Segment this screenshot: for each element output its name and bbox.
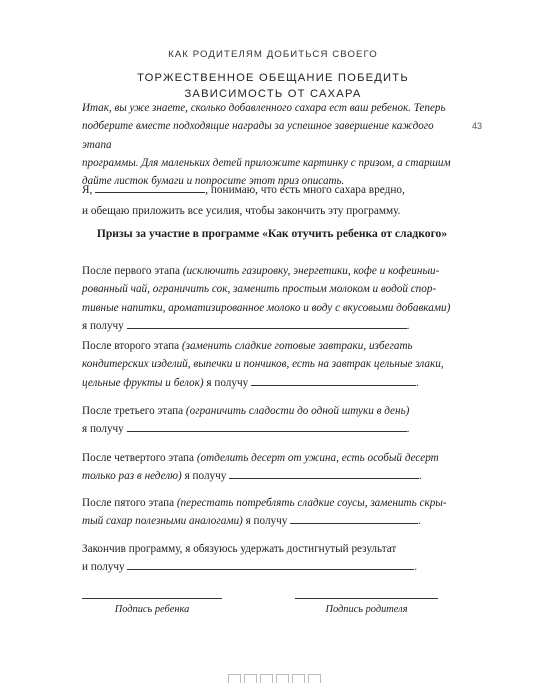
prize-blank[interactable]: [229, 468, 419, 479]
stage-label: После пятого этапа: [82, 497, 177, 509]
prizes-heading: Призы за участие в программе «Как отучить ребенка от сладкого»: [96, 227, 448, 240]
period: .: [414, 561, 418, 574]
stage-label: После третьего этапа: [82, 405, 186, 417]
stage-condition: тивные напитки, ароматизированное молоко и воду с вкусовыми добавками): [82, 301, 451, 314]
stage-condition: (ограничить сладости до одной штуки в день): [185, 405, 410, 417]
intro-paragraph: [82, 99, 462, 190]
period: .: [406, 423, 410, 436]
stage-1: [82, 262, 462, 336]
final-line-1: Закончив программу, я обязуюсь удержать достигнутый результат: [82, 543, 397, 555]
prize-label: я получу: [203, 376, 249, 389]
period: .: [415, 376, 419, 389]
stage-label: После второго этапа: [82, 340, 182, 352]
stage-condition: (исключить газировку, энергетики, кофе и кофеиныи-: [182, 265, 440, 277]
title-line-2: ЗАВИСИМОСТЬ ОТ САХАРА: [184, 88, 362, 100]
stage-5: [82, 494, 462, 531]
prize-blank[interactable]: [251, 375, 416, 386]
stage-condition: цельные фрукты и белок): [82, 376, 204, 389]
stage-4: [82, 449, 462, 486]
stage-condition: кондитерских изделий, выпечки и пончиков, есть на завтрак цельные злаки,: [82, 358, 444, 371]
stage-condition: только раз в неделю): [82, 470, 182, 483]
pledge-line-2: и обещаю приложить все усилия, чтобы закончить эту программу.: [82, 205, 401, 217]
pledge: [82, 180, 462, 222]
final-commitment: [82, 540, 462, 577]
child-signature-label: Подпись ребенка: [114, 604, 190, 615]
stage-label: После четвертого этапа: [82, 452, 197, 464]
stage-condition: (перестать потреблять сладкие соусы, заменить скры-: [176, 497, 447, 509]
period: .: [406, 320, 410, 333]
prize-blank[interactable]: [127, 421, 407, 432]
running-head: КАК РОДИТЕЛЯМ ДОБИТЬСЯ СВОЕГО: [168, 49, 378, 60]
parent-signature-line[interactable]: [295, 598, 438, 599]
intro-line: подберите вместе подходящие награды за успешное завершение каждого этапа: [82, 120, 434, 151]
stage-condition: рованный чай, ограничить сок, заменить простым молоком и водой спор-: [82, 283, 437, 296]
child-signature-line[interactable]: [82, 598, 222, 599]
stage-2: [82, 337, 462, 392]
intro-line: Итак, вы уже знаете, сколько добавленного сахара ест ваш ребенок. Теперь: [82, 102, 446, 114]
pledge-suffix: , понимаю, что есть много сахара вредно,: [205, 184, 405, 196]
name-blank[interactable]: [95, 182, 205, 193]
parent-signature-label: Подпись родителя: [325, 604, 408, 615]
title-line-1: ТОРЖЕСТВЕННОЕ ОБЕЩАНИЕ ПОБЕДИТЬ: [137, 72, 409, 84]
prize-blank[interactable]: [127, 559, 414, 570]
prize-label: я получу: [242, 515, 288, 528]
prize-label: я получу: [82, 423, 124, 436]
prize-blank[interactable]: [290, 513, 418, 524]
stage-condition: (отделить десерт от ужина, есть особый десерт: [196, 452, 439, 464]
page-title: [0, 70, 546, 102]
bottom-ornament: [228, 670, 324, 688]
pledge-prefix: Я,: [82, 184, 93, 196]
page-number: 43: [472, 121, 483, 131]
stage-condition: тый сахар полезными аналогами): [82, 515, 243, 528]
stage-condition: (заменить сладкие готовые завтраки, избегать: [181, 340, 413, 352]
prize-blank[interactable]: [127, 318, 407, 329]
period: .: [418, 515, 421, 528]
prize-label: я получу: [181, 470, 227, 483]
stage-3: [82, 402, 462, 439]
stage-label: После первого этапа: [82, 265, 183, 277]
intro-line: программы. Для маленьких детей приложите картинку с призом, а старшим: [82, 156, 451, 169]
prize-label: я получу: [82, 320, 124, 333]
prize-label: и получу: [82, 561, 125, 574]
intro-line: дайте листок бумаги и попросите этот приз описать.: [82, 175, 345, 188]
period: .: [419, 470, 422, 483]
